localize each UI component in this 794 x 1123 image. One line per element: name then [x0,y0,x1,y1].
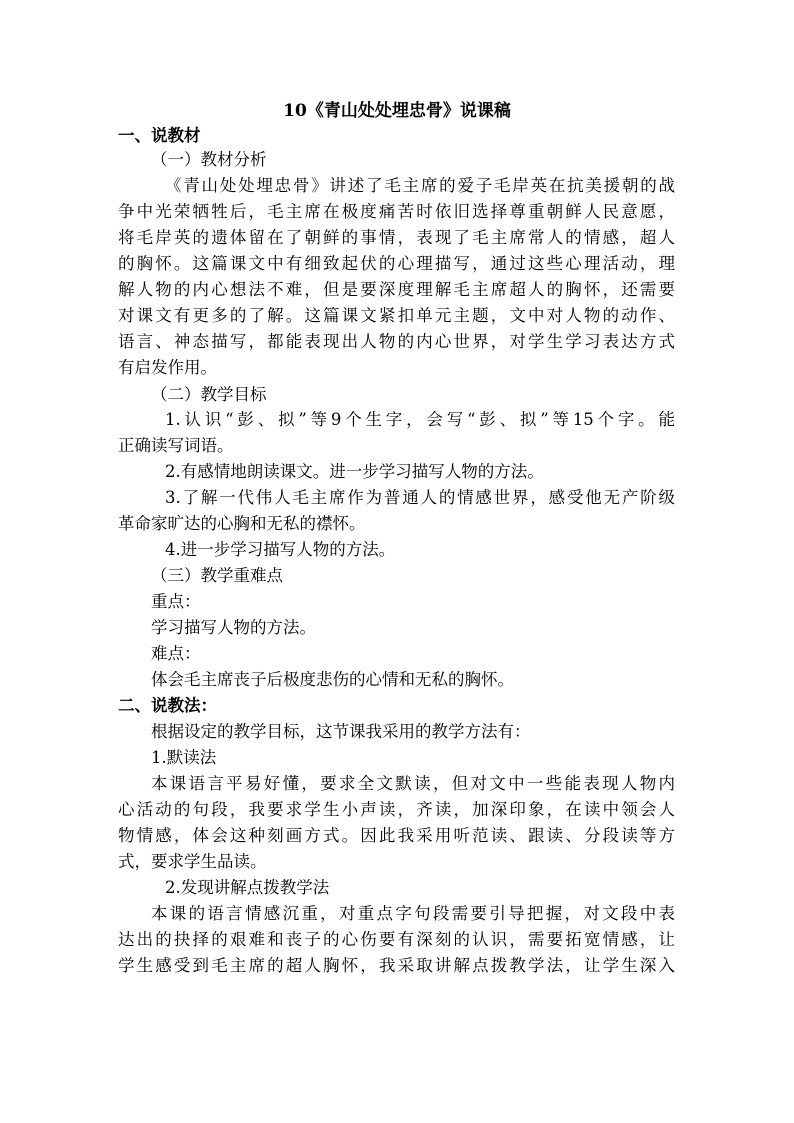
key-point-text: 学习描写人物的方法。 [151,618,316,637]
goal-item: 1.认识“彭、拟”等9个生字，会写“彭、拟”等15个字。能 [165,410,675,429]
goal-item-continuation: 正确读写词语。 [118,436,234,455]
document-title: 10《青山处处埋忠骨》说课稿 [283,101,511,121]
paragraph-line: 本课的语言情感沉重，对重点字句段需要引导把握，对文段中表 [151,904,675,923]
subheading-goals: （二）教学目标 [151,385,267,404]
paragraph-line: 式，要求学生品读。 [118,852,267,871]
goal-item-continuation: 革命家旷达的心胸和无私的襟怀。 [118,514,366,533]
paragraph-line: 的胸怀。这篇课文中有细致起伏的心理描写，通过这些心理活动，理 [118,254,675,273]
paragraph-line: 有启发作用。 [118,358,217,377]
paragraph-line: 《青山处处埋忠骨》讲述了毛主席的爱子毛岸英在抗美援朝的战 [165,176,675,195]
paragraph-line: 争中光荣牺牲后，毛主席在极度痛苦时依旧选择尊重朝鲜人民意愿， [118,202,675,221]
paragraph-line: 达出的抉择的艰难和丧子的心伤要有深刻的认识，需要拓宽情感，让 [118,930,675,949]
subheading-key-points: （三）教学重难点 [151,566,283,585]
paragraph-line: 解人物的内心想法不难，但是要深度理解毛主席超人的胸怀，还需要 [118,280,675,299]
difficulty-label: 难点： [151,644,201,663]
paragraph-line: 语言、神态描写，都能表现出人物的内心世界，对学生学习表达方式 [118,332,675,351]
section-heading-textbook: 一、说教材 [118,126,201,145]
paragraph-line: 物情感，体会这种刻画方式。因此我采用听范读、跟读、分段读等方 [118,826,675,845]
method-title: 1.默读法 [151,748,217,767]
section-heading-methods: 二、说教法： [118,696,217,715]
methods-intro: 根据设定的教学目标，这节课我采用的教学方法有： [151,722,531,741]
paragraph-line: 学生感受到毛主席的超人胸怀，我采取讲解点拨教学法，让学生深入 [118,956,675,975]
difficulty-text: 体会毛主席丧子后极度悲伤的心情和无私的胸怀。 [151,670,514,689]
paragraph-line: 心活动的句段，我要求学生小声读，齐读，加深印象，在读中领会人 [118,800,675,819]
method-title: 2.发现讲解点拨教学法 [165,878,330,897]
key-point-label: 重点： [151,592,201,611]
paragraph-line: 本课语言平易好懂，要求全文默读，但对文中一些能表现人物内 [151,774,675,793]
paragraph-line: 对课文有更多的了解。这篇课文紧扣单元主题，文中对人物的动作、 [118,306,675,325]
goal-item: 2.有感情地朗读课文。进一步学习描写人物的方法。 [165,462,544,481]
goal-item: 3.了解一代伟人毛主席作为普通人的情感世界，感受他无产阶级 [165,488,675,507]
goal-item: 4.进一步学习描写人物的方法。 [165,540,396,559]
subheading-analysis: （一）教材分析 [151,150,267,169]
paragraph-line: 将毛岸英的遗体留在了朝鲜的事情，表现了毛主席常人的情感，超人 [118,228,675,247]
